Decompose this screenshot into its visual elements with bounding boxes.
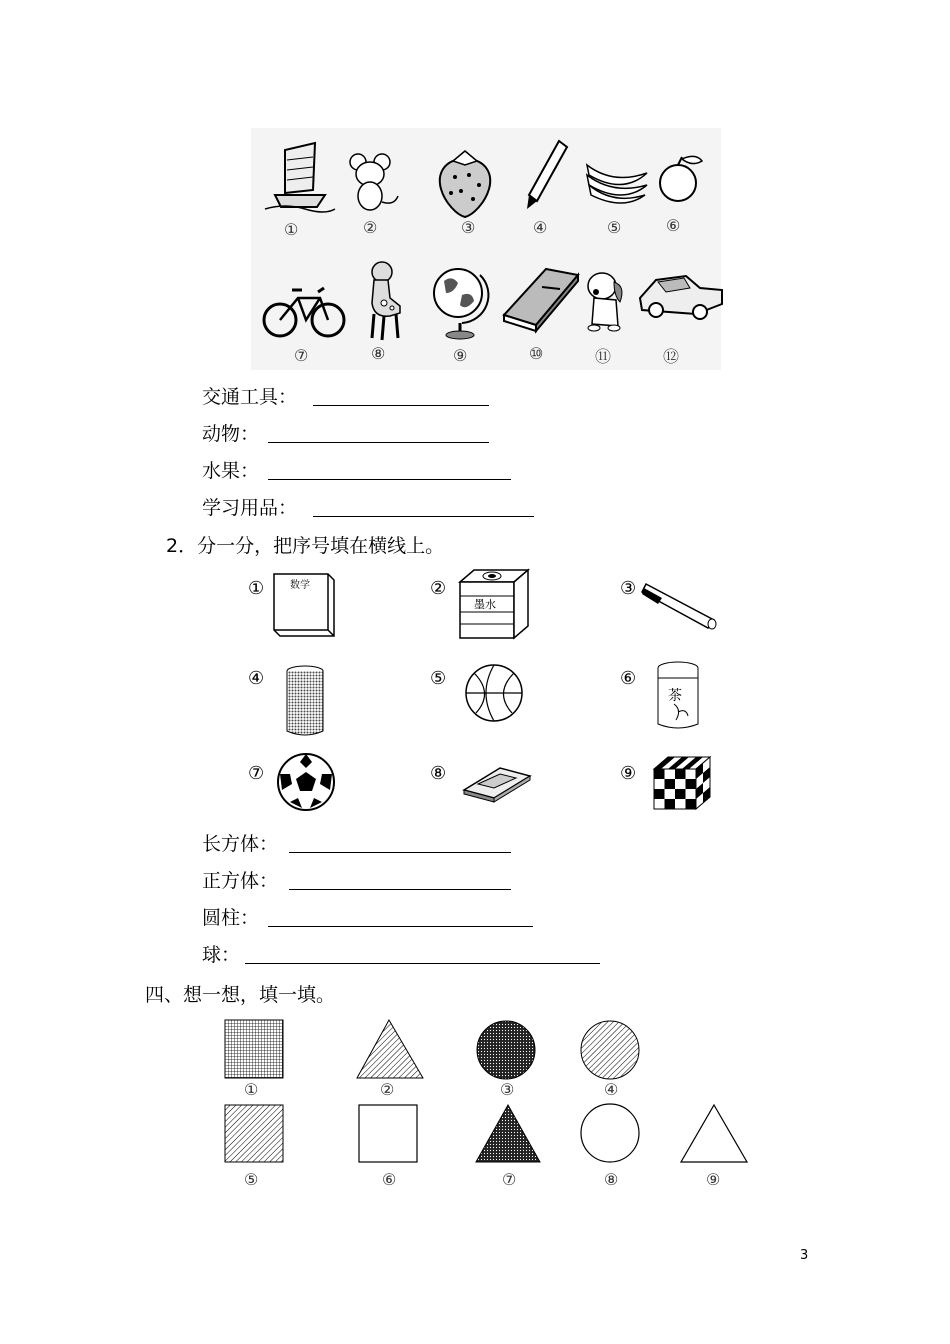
shape-number-4: ④ [604,1080,619,1099]
category-animals-label: 动物： [202,423,260,445]
shape-6-plain-square [359,1105,417,1162]
shape-number-6: ⑥ [382,1170,397,1189]
shape-1-grid-square [225,1020,283,1078]
cube-label: 正方体： [202,870,279,892]
pic-number-4: ④ [533,218,548,237]
page-number: 3 [800,1248,809,1263]
shape-number-5: ⑤ [244,1170,259,1189]
object-number-9: ⑨ [620,763,637,784]
object-number-3: ③ [620,578,637,599]
pic-number-6: ⑥ [666,216,681,235]
shape-5-hatched-square [225,1105,283,1162]
ink-box-label: 墨水 [474,598,496,611]
section-4-title: 四、想一想，填一填。 [145,984,336,1006]
pic-number-3: ③ [461,218,476,237]
pic-number-12: ⑫ [663,347,680,366]
shape-number-1: ① [244,1080,259,1099]
tea-canister-label: 茶 [668,688,682,704]
shape-4-hatched-circle [581,1021,639,1079]
object-number-6: ⑥ [620,668,637,689]
shape-number-3: ③ [500,1080,515,1099]
category-fruit-label: 水果： [202,460,260,482]
sphere-label: 球： [202,944,241,966]
category-transport-label: 交通工具： [202,386,298,408]
cuboid-label: 长方体： [202,833,279,855]
pic-number-2: ② [363,218,378,237]
object-number-7: ⑦ [248,763,265,784]
category-school-supplies-label: 学习用品： [202,497,298,519]
pic-number-11: ⑪ [595,347,612,366]
object-number-2: ② [430,578,447,599]
pic-number-10: ⑩ [529,344,544,363]
shape-2-hatched-triangle [357,1020,423,1078]
shape-number-8: ⑧ [604,1170,619,1189]
question-2-title: 2．分一分，把序号填在横线上。 [166,535,445,557]
shape-number-7: ⑦ [502,1170,517,1189]
shape-3-dotted-circle [477,1021,535,1079]
pic-number-5: ⑤ [607,218,622,237]
shape-number-2: ② [380,1080,395,1099]
pic-number-1: ① [284,220,299,239]
object-number-4: ④ [248,668,265,689]
object-number-1: ① [248,578,265,599]
shape-7-dotted-triangle [476,1105,540,1162]
pic-number-9: ⑨ [453,346,468,365]
object-number-5: ⑤ [430,668,447,689]
shape-8-plain-circle [581,1104,639,1162]
pic-number-8: ⑧ [371,344,386,363]
shape-number-9: ⑨ [706,1170,721,1189]
object-number-8: ⑧ [430,763,447,784]
math-book-title: 数学 [290,580,310,591]
pic-number-7: ⑦ [294,346,309,365]
cylinder-label: 圆柱： [202,907,260,929]
shape-9-plain-triangle [681,1105,747,1162]
